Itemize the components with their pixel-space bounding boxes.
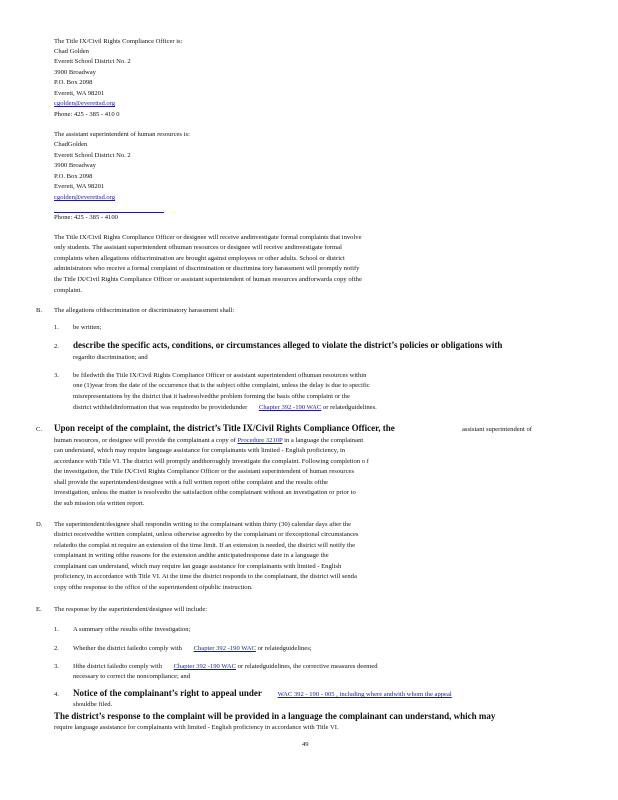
- email-underline-rule: [54, 212, 164, 213]
- intro-line: The Title IX/Civil Rights Compliance Officer or designee will receive andinvestigate formal complaints that involve: [54, 234, 362, 241]
- section-e-item-2-suffix: or relatedguidelines;: [257, 645, 312, 652]
- procedure-link[interactable]: Procedure 3210P: [237, 437, 283, 444]
- section-b-item-3-prefix: district withheldinformation that was requiredto be providedunder: [73, 404, 248, 411]
- section-d-line: complainant in writing ofthe reasons for the extension andthe anticipatedresponse date in a language the: [54, 552, 329, 559]
- hr-po: P.O. Box 2098: [54, 173, 93, 180]
- list-number: 1.: [54, 626, 59, 633]
- officer-po: P.O. Box 2098: [54, 79, 93, 86]
- section-e-item-3: [73, 663, 378, 671]
- section-b-label: B.: [36, 307, 43, 314]
- list-number: 1.: [54, 324, 59, 331]
- wac-chapter-link[interactable]: Chapter 392 -190 WAC: [173, 663, 236, 670]
- section-c-lead: Upon receipt of the complaint, the district’s Title IX/Civil Rights Compliance Officer, the: [54, 423, 395, 433]
- intro-line: complaints when allegations ofdiscrimination are brought against employees or other adults. School or district: [54, 255, 345, 262]
- officer-email-link[interactable]: cgolden@everettsd.org: [54, 100, 116, 107]
- section-d-label: D.: [36, 521, 43, 528]
- section-e-item-4: [73, 688, 452, 699]
- section-b-heading: The allegations ofdiscrimination or discriminatory harassment shall:: [54, 307, 235, 314]
- wac-chapter-link[interactable]: Chapter 392 -190 WAC: [258, 404, 322, 411]
- officer-heading: The Title IX/Civil Rights Compliance Officer is:: [54, 38, 183, 45]
- page-number: 49: [302, 741, 309, 748]
- hr-city: Everett, WA 98201: [54, 183, 105, 190]
- intro-line: only students. The assistant superintendent ofhuman resources or designee will receive andinvestigate formal: [54, 244, 342, 251]
- hr-phone: Phone: 425 - 385 - 4100: [54, 214, 118, 221]
- section-e-item-2: [73, 645, 312, 653]
- wac-chapter-link[interactable]: Chapter 392 -190 WAC: [193, 645, 256, 652]
- list-number: 4.: [54, 691, 59, 698]
- section-d-line: district receivedthe written complaint, unless otherwise agreedto by the complainant or ifexceptional circumstances: [54, 531, 359, 538]
- section-e-item-1: A summary ofthe results ofthe investigation;: [73, 626, 191, 633]
- hr-name: ChadGolden: [54, 141, 88, 148]
- hr-org: Everett School District No. 2: [54, 152, 131, 159]
- section-c-line: shall provide the superintendent/designee with a full written report ofthe complaint and the results ofthe: [54, 479, 328, 486]
- hr-street: 3900 Broadway: [54, 162, 96, 169]
- officer-name: Chad Golden: [54, 48, 89, 55]
- section-e-item-3-cont: necessary to correct the noncompliance; and: [73, 673, 190, 680]
- section-b-item-3-line: one (1)year from the date of the occurrence that is the subject ofthe complaint, unless the delay is due to specific: [73, 382, 370, 389]
- section-b-item-3-last: [73, 404, 377, 412]
- section-d-line: The superintendent/designee shall respondin writing to the complainant within thirty (30) calendar days after the: [54, 521, 351, 528]
- section-c-line: the investigation, the Title IX/Civil Rights Compliance Officer or the assistant superintendent of human resources: [54, 468, 355, 475]
- section-d-line: complainant can understand, which may require lan guage assistance for complainants with limited - English: [54, 563, 342, 570]
- list-number: 3.: [54, 372, 59, 379]
- intro-line: administrators who receive a formal complaint of discrimination or discrimina tory harassment will promptly notify: [54, 265, 360, 272]
- section-d-line: copy ofthe response to the office of the superintendent ofpublic instruction.: [54, 584, 253, 591]
- section-b-item-3-line: be filedwith the Title IX/Civil Rights Compliance Officer or assistant superintendent ofhuman resources within: [73, 372, 367, 379]
- list-number: 2.: [54, 645, 59, 652]
- hr-heading: The assistant superintendent of human resources is:: [54, 131, 190, 138]
- officer-street: 3900 Broadway: [54, 69, 96, 76]
- section-b-item-2: describe the specific acts, conditions, or circumstances alleged to violate the district’s policies or obligations with: [73, 340, 503, 350]
- section-c-label: C.: [36, 426, 43, 433]
- list-number: 2.: [54, 343, 59, 350]
- section-b-item-3-line: misrepresentations by the district that it hadresolvedthe problem forming the basis ofthe complaint or the: [73, 393, 350, 400]
- officer-phone: Phone: 425 - 385 - 410 0: [54, 111, 120, 118]
- closing-lead: The district’s response to the complaint will be provided in a language the complainant can understand, which may: [54, 711, 496, 721]
- section-b-item-2-cont: regardto discrimination; and: [73, 354, 148, 361]
- section-c-line-2: [54, 437, 363, 445]
- section-d-line: proficiency, in accordance with Title VI. At the time the district responds to the complainant, the district will senda: [54, 573, 357, 580]
- section-d-line: relatedto the complai nt require an extension of the time limit. If an extension is needed, the district will notify the: [54, 542, 356, 549]
- officer-city: Everett, WA 98201: [54, 90, 105, 97]
- section-c-lead-tail: assistant superintendent of: [462, 426, 532, 433]
- section-c-line-2-suffix: in a language the complainant: [284, 437, 364, 444]
- list-number: 3.: [54, 663, 59, 670]
- section-c-line: can understand, which may require language assistance for complainants with limited - English proficiency, in: [54, 447, 346, 454]
- section-b-item-1: be written;: [73, 324, 102, 331]
- section-e-item-4-cont: shouldbe filed.: [73, 701, 113, 708]
- section-e-heading: The response by the superintendent/designee will include:: [54, 606, 208, 613]
- wac-section-link[interactable]: WAC 392 - 190 - 005 , including where andwith whom the appeal: [277, 691, 452, 698]
- section-c-line-2-prefix: human resources, or designee will provide the complainant a copy of: [54, 437, 236, 444]
- closing-cont: require language assistance for complainants with limited - English proficiency in accordance with Title VI.: [54, 724, 339, 731]
- intro-line: complaint.: [54, 287, 83, 294]
- section-e-item-3-suffix: or relatedguidelines, the corrective measures deemed: [237, 663, 378, 670]
- section-e-item-2-prefix: Whether the district failedto comply with: [73, 645, 182, 652]
- intro-line: the Title IX/Civil Rights Compliance Officer or assistant superintendent of human resources andforwarda copy ofthe: [54, 276, 362, 283]
- section-c-line: the sub mission ofa written report.: [54, 500, 145, 507]
- section-e-item-3-prefix: Ifthe district failedto comply with: [73, 663, 162, 670]
- hr-email-link[interactable]: cgolden@everettsd.org: [54, 194, 116, 201]
- officer-org: Everett School District No. 2: [54, 58, 131, 65]
- section-c-line: accordance with Title VI. The district will promptly andthoroughly investigate the complaint. Following completion o f: [54, 458, 369, 465]
- section-b-item-3-suffix: or relatedguidelines.: [322, 404, 377, 411]
- section-e-item-4-lead: Notice of the complainant’s right to appeal under: [73, 688, 262, 698]
- section-e-label: E.: [36, 606, 42, 613]
- section-c-line: investigation, unless the matter is resolvedto the satisfaction ofthe complainant without an investigation or prior to: [54, 489, 356, 496]
